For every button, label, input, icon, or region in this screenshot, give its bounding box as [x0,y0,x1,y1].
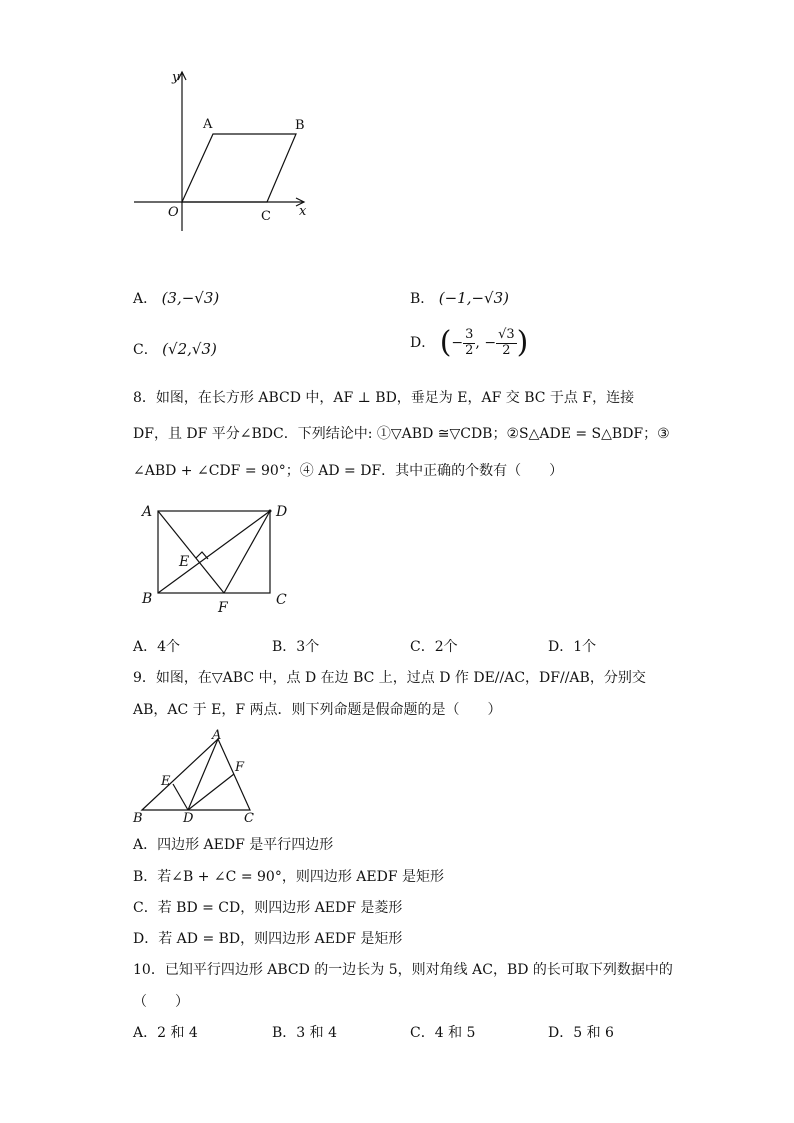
q7-coordinate-figure [128,66,318,236]
q8-line-3: ∠ABD + ∠CDF = 90°；④ AD = DF．其中正确的个数有（ ） [133,463,564,479]
q7-option-a-value: (3,−√3) [161,289,220,307]
rect-point-a-label: A [142,504,153,520]
q7-option-d-frac2: $\frac{√3}{2}$ [498,327,515,358]
rect-point-b-label: B [142,591,153,607]
q8-line-1: 8．如图，在长方形 ABCD 中，AF ⊥ BD，垂足为 E，AF 交 BC 于点 F，连接 [133,390,635,406]
q10-option-b: B．3 和 4 [272,1025,338,1041]
q7-option-b-value: (−1,−√3) [438,289,510,307]
q7-option-d-label: D． [410,335,436,351]
q9-option-c: C．若 BD = CD，则四边形 AEDF 是菱形 [133,900,403,916]
q8-option-a: A．4个 [133,639,181,655]
q9-option-b: B．若∠B + ∠C = 90°，则四边形 AEDF 是矩形 [133,869,444,885]
q8-option-d: D．1个 [548,639,597,655]
q10-line-1: 10．已知平行四边形 ABCD 的一边长为 5，则对角线 AC，BD 的长可取下列数据中的 [133,962,673,978]
rect-point-d-label: D [276,504,288,520]
q9-triangle-figure [130,728,270,824]
q8-option-b: B．3个 [272,639,320,655]
q10-line-2: （ ） [133,994,189,1010]
point-b-label: B [295,118,305,133]
q7-option-c-label: C． [133,342,158,358]
q7-option-a [133,291,219,306]
q9-line-2: AB，AC 于 E，F 两点．则下列命题是假命题的是（ ） [133,702,502,718]
q7-option-d-frac1: $\frac{3}{2}$ [465,327,474,358]
tri-point-c-label: C [244,811,254,824]
rect-point-c-label: C [276,592,287,608]
y-axis-label: y [172,70,180,85]
q7-option-b-label: B． [410,291,435,307]
q10-option-d: D．5 和 6 [548,1025,614,1041]
q9-option-a: A．四边形 AEDF 是平行四边形 [133,837,334,853]
tri-point-a-label: A [212,728,222,743]
tri-point-b-label: B [133,811,143,824]
q7-option-c-value: (√2,√3) [162,340,217,358]
q7-option-d: D． (− $\frac{3}{2}$ , − $\frac{√3}{2}$ ) [410,325,529,360]
point-a-label: A [203,117,213,132]
q10-option-c: C．4 和 5 [410,1025,476,1041]
tri-point-e-label: E [161,774,171,789]
q9-line-1: 9．如图，在▽ABC 中，点 D 在边 BC 上，过点 D 作 DE//AC，DF//AB，分别交 [133,670,646,686]
x-axis-label: x [299,204,307,219]
q10-option-a: A．2 和 4 [133,1025,198,1041]
origin-label: O [168,205,179,220]
rect-point-e-label: E [179,554,190,570]
point-c-label: C [261,209,271,224]
tri-point-f-label: F [235,760,245,775]
q9-option-d: D．若 AD = BD，则四边形 AEDF 是矩形 [133,931,403,947]
q7-option-b [410,291,509,306]
q8-line-2: DF，且 DF 平分∠BDC．下列结论中: ①▽ABD ≅▽CDB；②S△ADE = S△BDF；③ [133,426,670,442]
q7-option-a-label: A． [133,291,158,307]
rect-point-f-label: F [218,600,228,616]
tri-point-d-label: D [183,811,194,824]
q8-option-c: C．2个 [410,639,458,655]
q8-rectangle-figure [136,500,306,618]
q7-option-c [133,342,217,357]
